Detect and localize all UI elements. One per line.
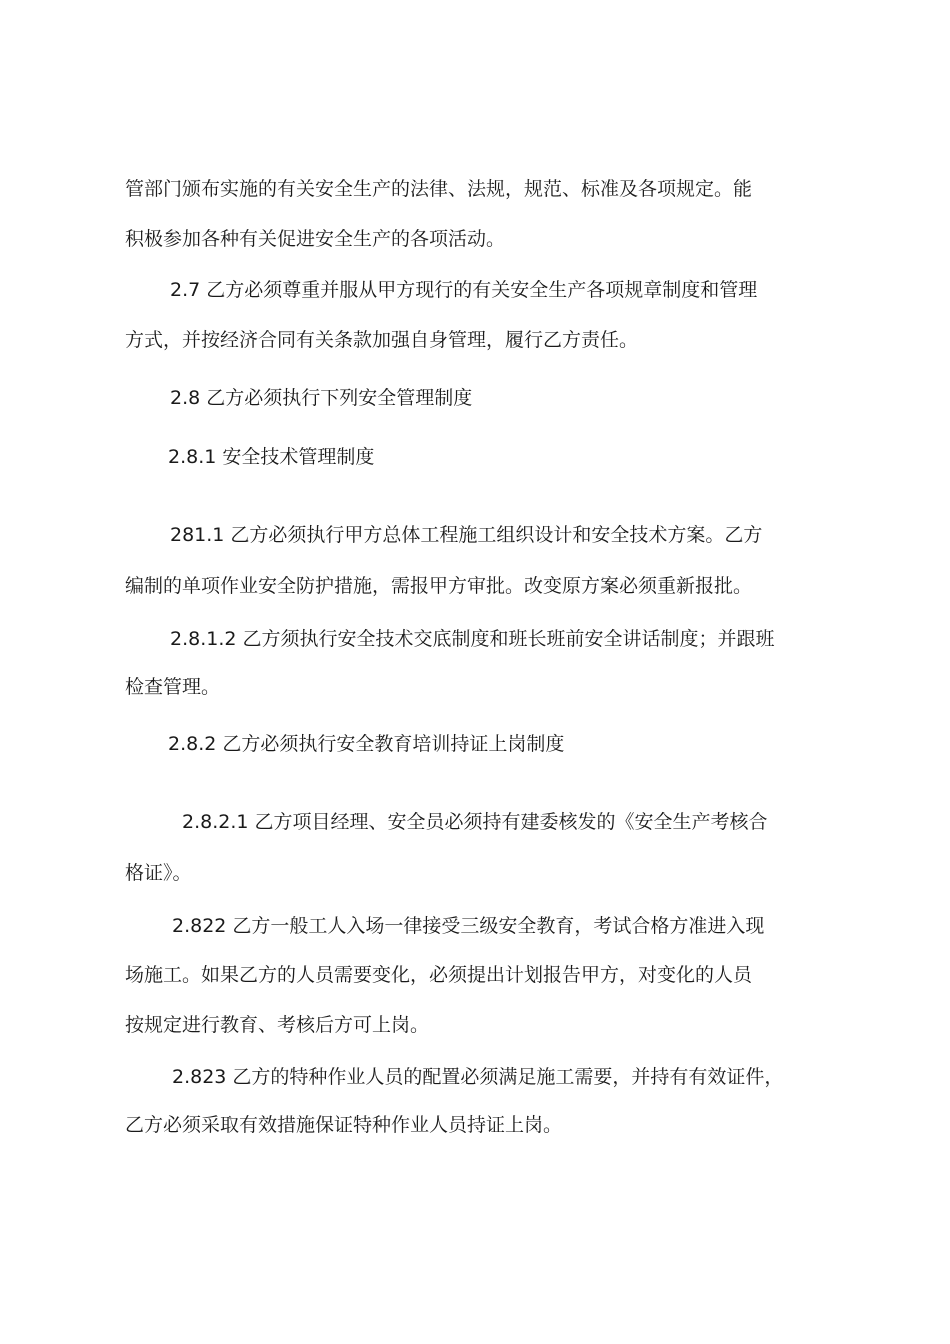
text-line: 2.823 乙方的特种作业人员的配置必须满足施工需要，并持有有效证件，	[172, 1066, 784, 1088]
section-heading: 2.8.2 乙方必须执行安全教育培训持证上岗制度	[168, 733, 565, 755]
text-line: 2.822 乙方一般工人入场一律接受三级安全教育，考试合格方准进入现	[172, 915, 765, 937]
text-line: 2.8.1.2 乙方须执行安全技术交底制度和班长班前安全讲话制度；并跟班	[170, 628, 775, 650]
text-line: 乙方必须采取有效措施保证特种作业人员持证上岗。	[125, 1114, 563, 1136]
text-line: 编制的单项作业安全防护措施，需报甲方审批。改变原方案必须重新报批。	[125, 575, 753, 597]
text-line: 按规定进行教育、考核后方可上岗。	[125, 1014, 430, 1036]
text-line: 方式，并按经济合同有关条款加强自身管理，履行乙方责任。	[125, 329, 639, 351]
text-line: 检查管理。	[125, 676, 221, 698]
text-line: 281.1 乙方必须执行甲方总体工程施工组织设计和安全技术方案。乙方	[170, 524, 763, 546]
text-line: 积极参加各种有关促进安全生产的各项活动。	[125, 228, 506, 250]
text-line: 场施工。如果乙方的人员需要变化，必须提出计划报告甲方，对变化的人员	[125, 964, 753, 986]
text-line: 2.7 乙方必须尊重并服从甲方现行的有关安全生产各项规章制度和管理	[170, 279, 758, 301]
text-line: 2.8.2.1 乙方项目经理、安全员必须持有建委核发的《安全生产考核合	[182, 811, 768, 833]
section-heading: 2.8.1 安全技术管理制度	[168, 446, 375, 468]
text-line: 管部门颁布实施的有关安全生产的法律、法规，规范、标准及各项规定。能	[125, 178, 753, 200]
section-heading: 2.8 乙方必须执行下列安全管理制度	[170, 387, 473, 409]
text-line: 格证》。	[125, 862, 192, 884]
